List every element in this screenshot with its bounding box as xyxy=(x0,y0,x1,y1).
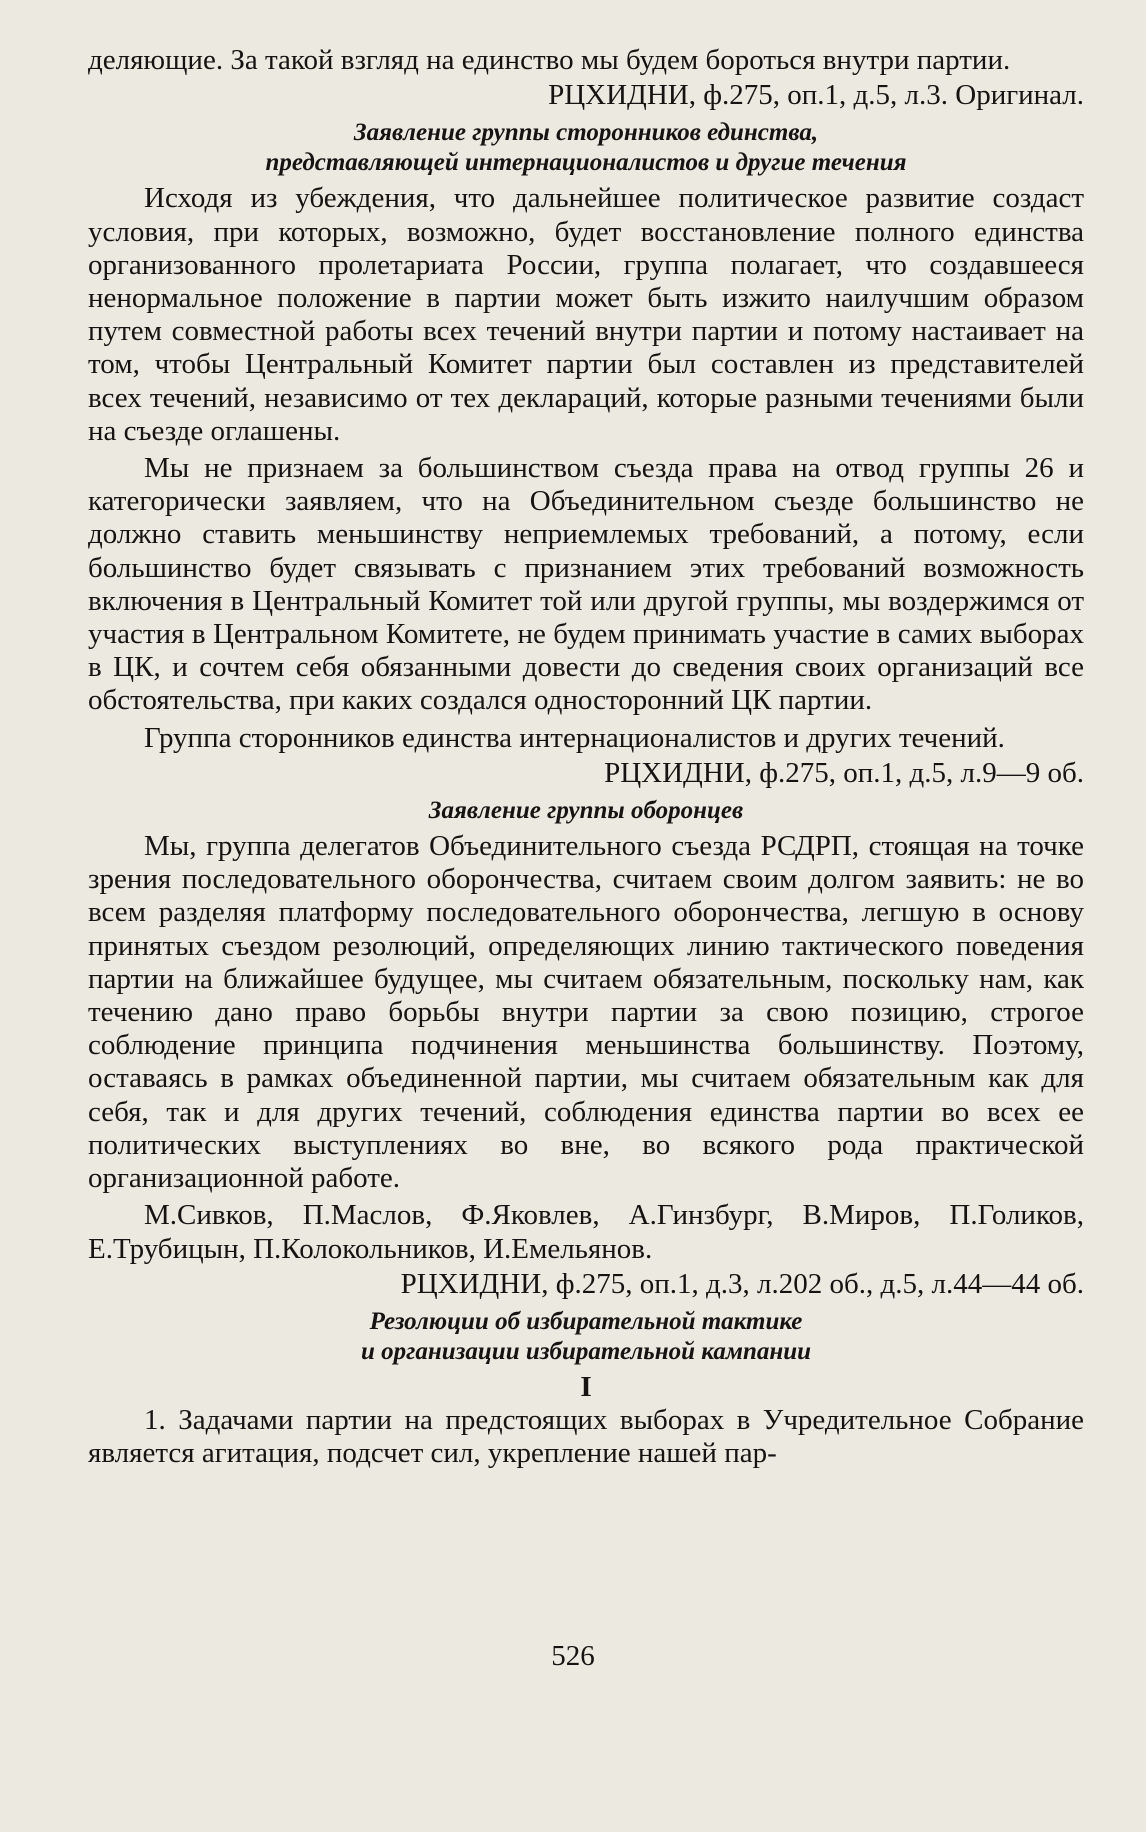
section-numeral: I xyxy=(580,1370,592,1403)
section-heading-unity-group xyxy=(88,118,1084,178)
intro-paragraph-tail: деляющие. За такой взгляд на единство мы будем бороться внутри партии. xyxy=(88,44,1011,76)
section-heading-election-tactics xyxy=(88,1307,1084,1367)
paragraph: Мы не признаем за большинством съезда права на отвод группы 26 и категорически заявляем, что на Объединительном съезде большинство не должно ставить меньшинству неприемлемых требований, а потому, если большинство будет связывать с признанием этих требований возможность включения в Центральный Комитет той или другой группы, мы воздержимся от участия в Центральном Комитете, не будем принимать участие в самих выборах в ЦК, и сочтем себя обязанными довести до сведения своих организаций все обстоятельства, при каких создался односторонний ЦК партии. xyxy=(88,452,1084,717)
paragraph: Исходя из убеждения, что дальнейшее политическое развитие создаст условия, при которых, возможно, будет восстановление полного единства организованного пролетариата России, группа полагает, что создавшееся ненормальное положение в партии может быть изжито наилучшим образом путем совместной работы всех течений внутри партии и потому настаивает на том, чтобы Центральный Комитет партии был составлен из представителей всех течений, независимо от тех деклараций, которые разными течениями были на съезде оглашены. xyxy=(88,182,1084,447)
archive-reference-2: РЦХИДНИ, ф.275, оп.1, д.5, л.9—9 об. xyxy=(604,756,1084,789)
archive-reference-3: РЦХИДНИ, ф.275, оп.1, д.3, л.202 об., д.5, л.44—44 об. xyxy=(400,1267,1084,1300)
heading-line: и организации избирательной кампании xyxy=(360,1337,812,1365)
heading-line: представляющей интернационалистов и другие течения xyxy=(265,149,907,177)
archive-reference-1: РЦХИДНИ, ф.275, оп.1, д.5, л.3. Оригинал. xyxy=(548,79,1084,112)
signatories-list: М.Сивков, П.Маслов, Ф.Яковлев, А.Гинзбург, В.Миров, П.Голиков, Е.Трубицын, П.Колокольников, И.Емельянов. xyxy=(88,1199,1084,1265)
document-page xyxy=(88,44,1084,1471)
paragraph: Мы, группа делегатов Объединительного съезда РСДРП, стоящая на точке зрения последовательного оборончества, считаем своим долгом заявить: не во всем разделяя платформу последовательного оборончества, легшую в основу принятых съездом резолюций, определяющих линию тактического поведения партии на ближайшее будущее, мы считаем обязательным, поскольку нам, как течению дано право борьбы внутри партии за свою позицию, строгое соблюдение принципа подчинения меньшинства большинству. Поэтому, оставаясь в рамках объединенной партии, мы считаем обязательным как для себя, так и для других течений, соблюдения единства партии во всех ее политических выступлениях во вне, во всякого рода практической организационной работе. xyxy=(88,830,1084,1195)
heading-line: Резолюции об избирательной тактике xyxy=(369,1307,803,1335)
signature-line: Группа сторонников единства интернационалистов и других течений. xyxy=(144,721,1005,754)
page-number: 526 xyxy=(551,1640,595,1672)
heading-line: Заявление группы сторонников единства, xyxy=(353,119,819,147)
paragraph: 1. Задачами партии на предстоящих выборах в Учредительное Собрание является агитация, подсчет сил, укрепление нашей пар- xyxy=(88,1404,1084,1470)
section-heading-defencists xyxy=(88,796,1084,826)
heading-line: Заявление группы оборонцев xyxy=(428,797,744,825)
